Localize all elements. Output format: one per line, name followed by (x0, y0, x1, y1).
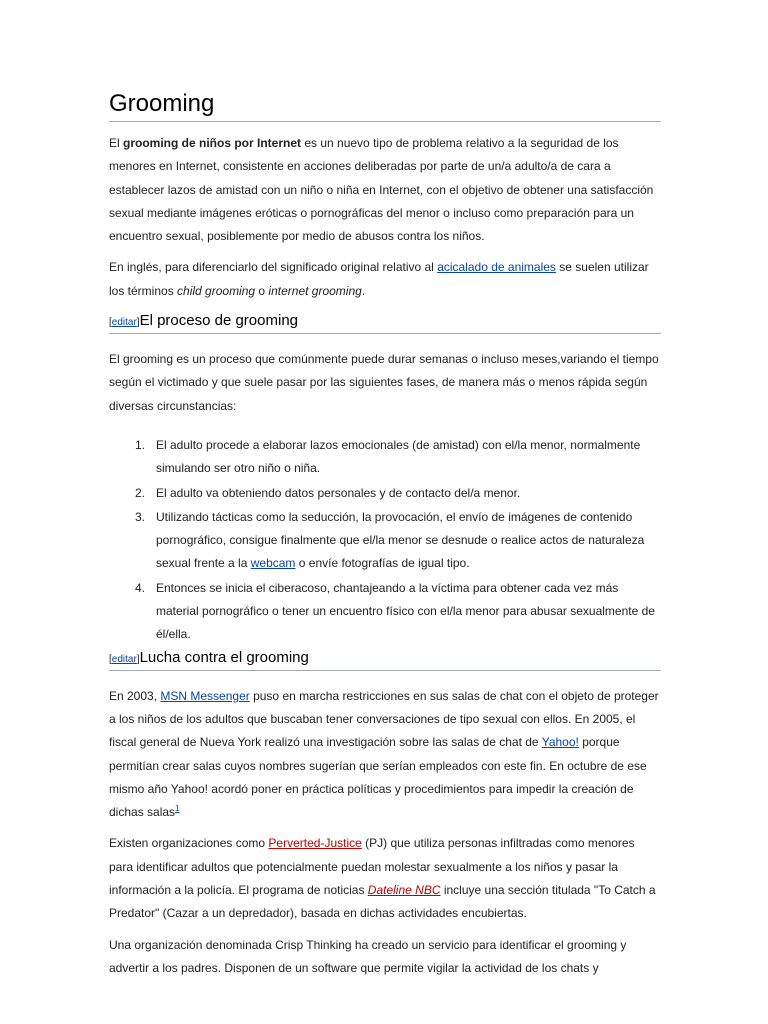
section-heading-lucha: [editar]Lucha contra el grooming (109, 648, 661, 671)
yahoo-link[interactable]: Yahoo! (541, 735, 579, 750)
list-item: 4. Entonces se inicia el ciberacoso, chantajeando a la víctima para obtener cada vez más material pornográfico o tener un encuentro físico con el/la menor para abusar sexualmente de él/ella. (135, 580, 655, 642)
list-item: 2. El adulto va obteniendo datos personales y de contacto del/a menor. (135, 485, 521, 500)
webcam-link[interactable]: webcam (250, 556, 296, 571)
page-title: Grooming (109, 88, 661, 122)
list-item: 1. El adulto procede a elaborar lazos emocionales (de amistad) con el/la menor, normalmente simulando ser otro niño o niña. (135, 437, 641, 476)
msn-messenger-link[interactable]: MSN Messenger (160, 688, 250, 703)
lucha-paragraph-3: Una organización denominada Crisp Thinking ha creado un servicio para identificar el grooming y advertir a los padres. Disponen de un software que permite vigilar la actividad de los chats y (109, 937, 627, 975)
dateline-nbc-link[interactable]: Dateline NBC (367, 883, 441, 898)
english-paragraph: En inglés, para diferenciarlo del significado original relativo al acicalado de animales se suelen utilizar los términos child grooming o internet grooming. (109, 260, 649, 298)
article-content (109, 88, 661, 980)
perverted-justice-link[interactable]: Perverted-Justice (268, 836, 362, 851)
edit-section-link: [editar] (109, 317, 140, 329)
lucha-paragraph-2: Existen organizaciones como Perverted-Justice (PJ) que utiliza personas infiltradas como menores para identificar adultos que potencialmente puedan molestar sexualmente a los niños y pasar la información a la policía. El programa de noticias Dateline NBC incluye una sección titulada "To Catch a Predator" (Cazar a un depredador), basada en dichas actividades encubiertas. (109, 836, 656, 921)
edit-section-link: [editar] (109, 653, 140, 665)
lucha-paragraph-1: En 2003, MSN Messenger puso en marcha restricciones en sus salas de chat con el objeto de proteger a los niños de los adultos que buscaban tener conversaciones de tipo sexual con ellos. En 2005, el fiscal general de Nueva York realizó una investigación sobre las salas de chat de Yahoo! porque permitían crear salas cuyos nombres sugerían que serían empleados con este fin. En octubre de ese mismo año Yahoo! acordó poner en práctica políticas y procedimientos para impedir la creación de dichas salas$^1$ (109, 688, 659, 820)
section-heading-proceso: [editar]El proceso de grooming (109, 311, 661, 334)
intro-paragraph: El grooming de niños por Internet es un nuevo tipo de problema relativo a la seguridad de los menores en Internet, consistente en acciones deliberadas por parte de un/a adulto/a de cara a establecer lazos de amistad con un niño o niña en Internet, con el objetivo de obtener una satisfacción sexual mediante imágenes eróticas o pornográficas del menor o incluso como preparación para un encuentro sexual, posiblemente por medio de abusos contra los niños. (109, 136, 654, 244)
proceso-paragraph: El grooming es un proceso que comúnmente puede durar semanas o incluso meses,variando el tiempo según el victimado y que suele pasar por las siguientes fases, de manera más o menos rápida según diversas circunstancias: (109, 352, 659, 413)
intro-bold-term: grooming de niños por Internet (123, 136, 302, 150)
phases-list (109, 434, 661, 647)
acicalado-link[interactable]: acicalado de animales (437, 260, 556, 275)
footnote-link[interactable]: 1 (175, 804, 180, 814)
list-item: 3. Utilizando tácticas como la seducción, la provocación, el envío de imágenes de contenido pornográfico, consigue finalmente que el/la menor se desnude o realice actos de naturaleza sexual frente a la webcam o envíe fotografías de igual tipo. (135, 509, 645, 571)
